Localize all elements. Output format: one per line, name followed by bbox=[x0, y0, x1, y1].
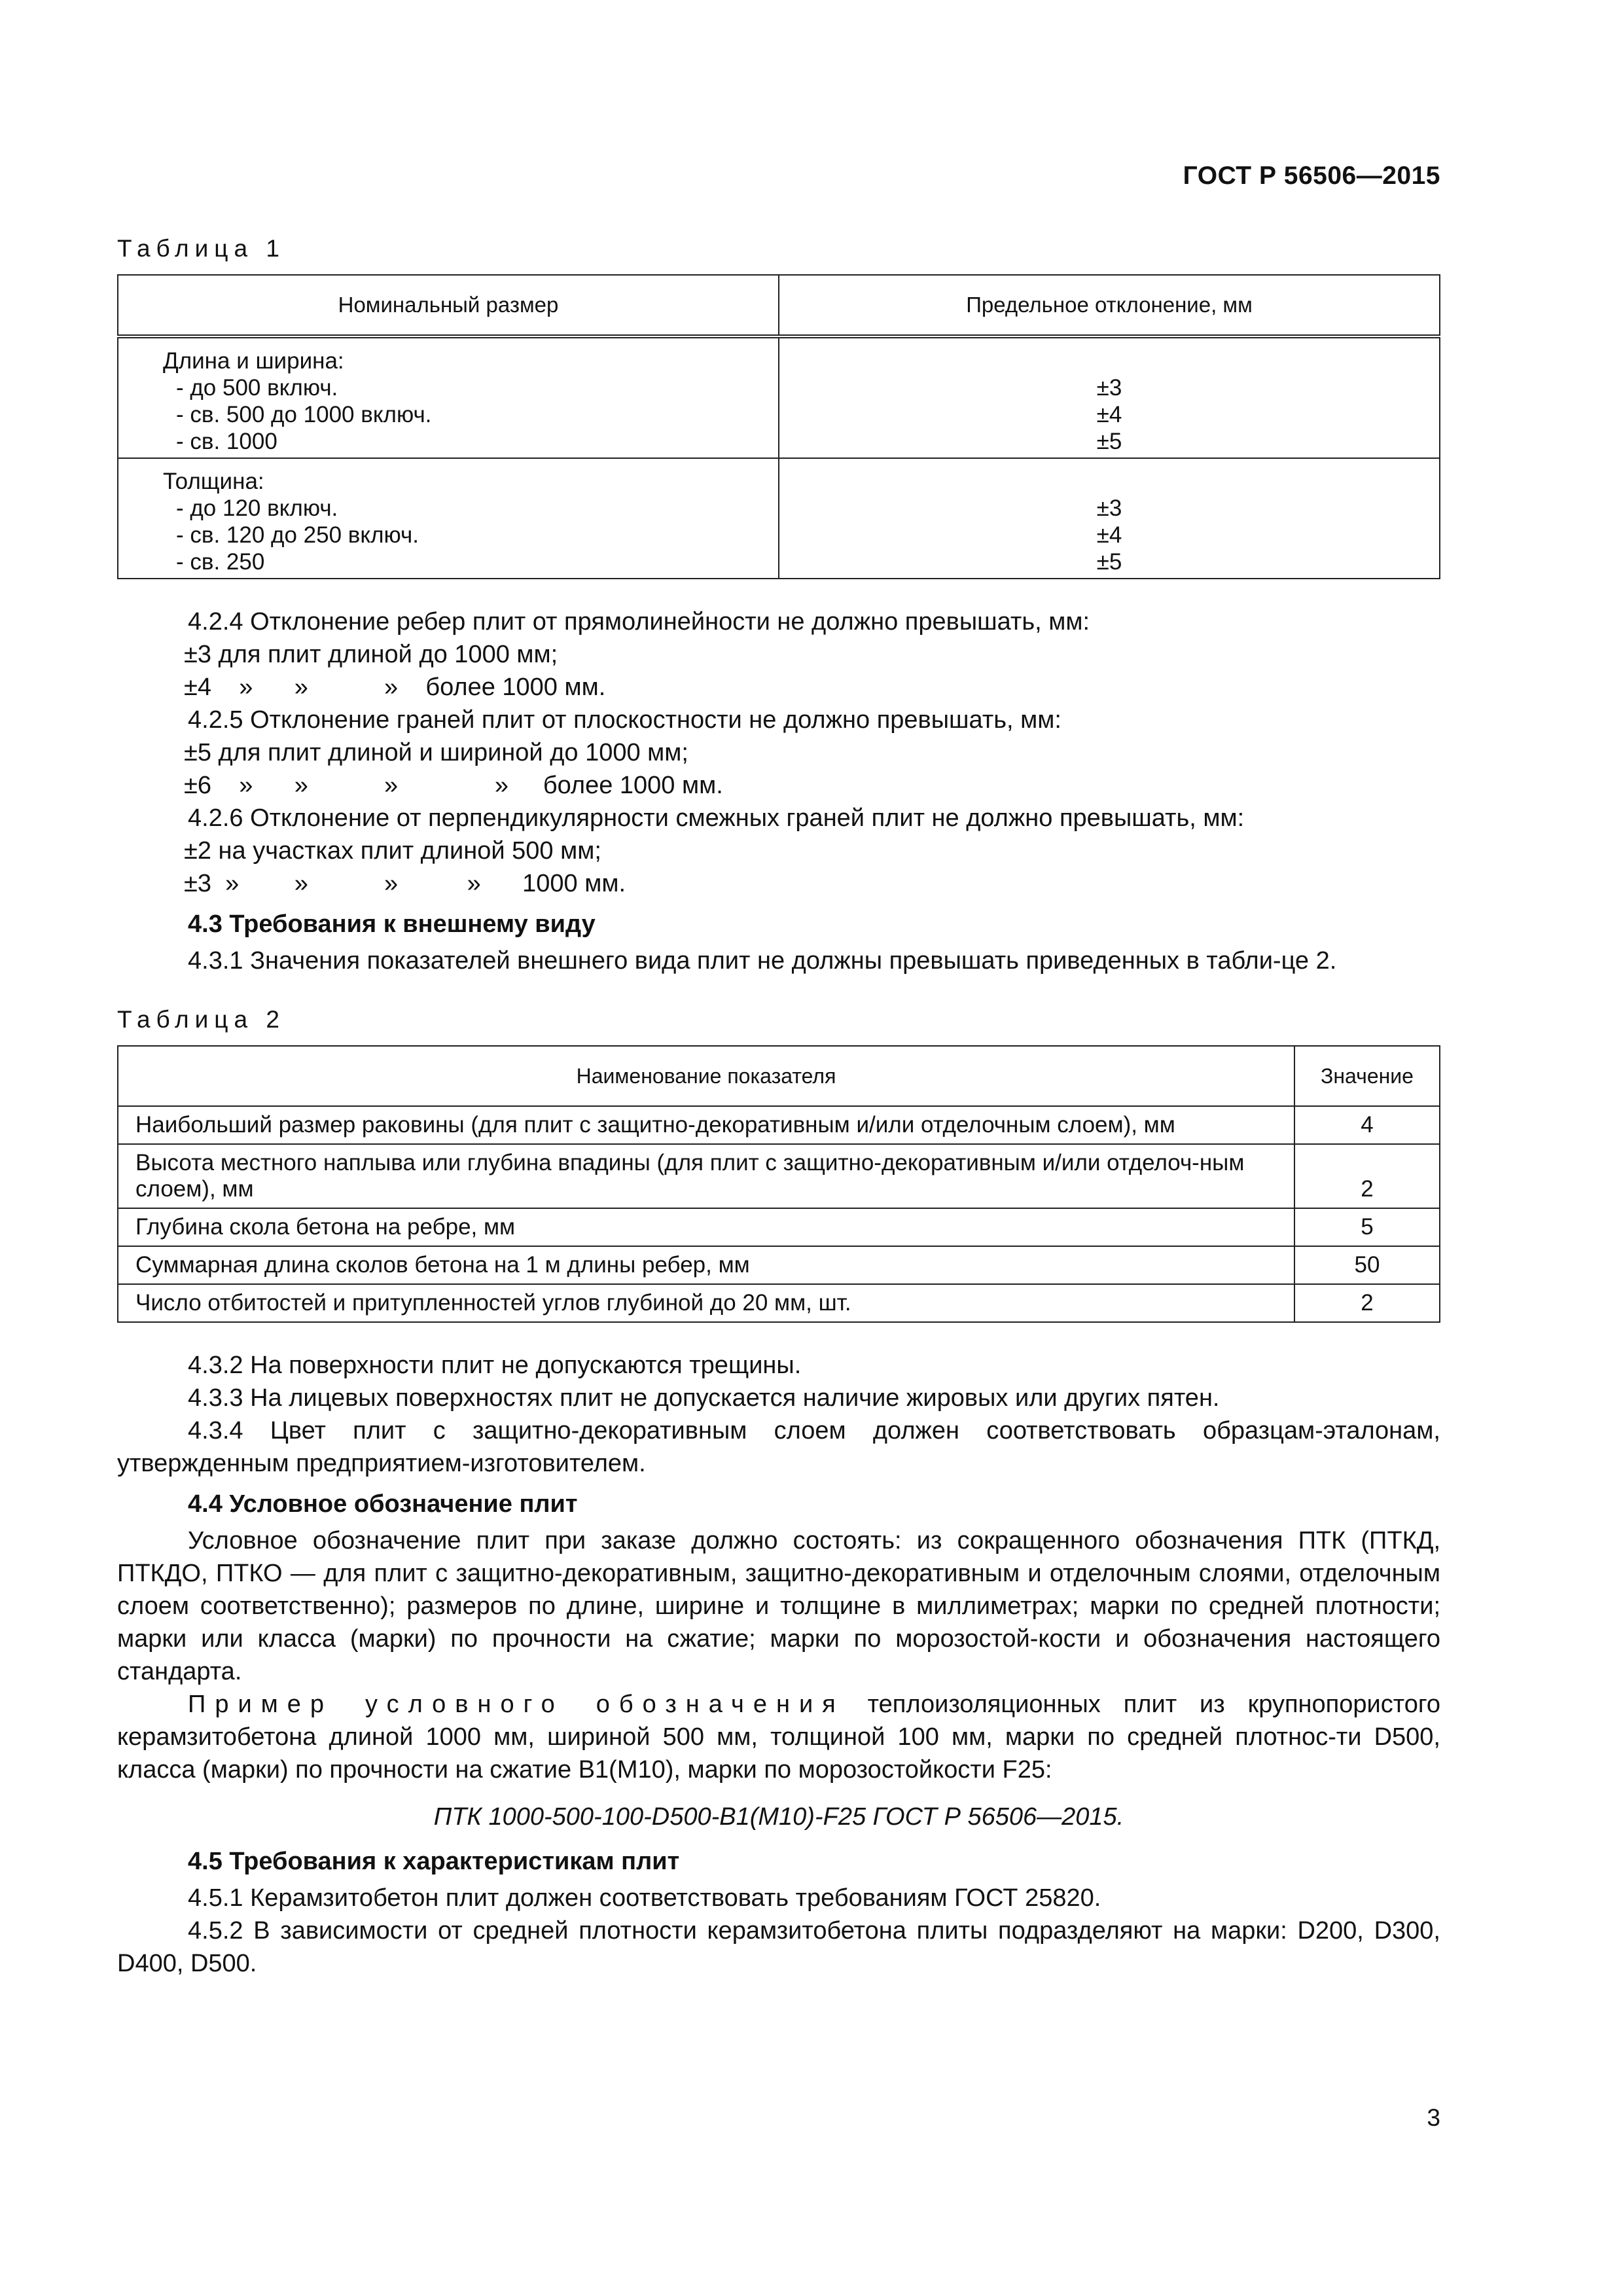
paragraph-4-5-1: 4.5.1 Керамзитобетон плит должен соответствовать требованиям ГОСТ 25820. bbox=[188, 1884, 1101, 1912]
paragraph-designation: Условное обозначение плит при заказе должно состоять: из сокращенного обозначения ПТК (ПТКД, ПТКДО, ПТКО — для плит с защитно-декоративным, защитно-декоративным и отделочным слоями, отделочным слоем соответственно); размеров по длине, ширине и толщине в миллиметрах; марки по средней плотности; марки или класса (марки) по прочности на сжатие; марки по морозостой-кости и обозначения настоящего стандарта. bbox=[117, 1527, 1440, 1685]
table-row bbox=[118, 336, 1440, 458]
example-text: теплоизоляционных плит из крупнопористого керамзитобетона длиной 1000 мм, шириной 500 мм, толщиной 100 мм, марки по средней плотнос-ти D500, класса (марки) по прочности на сжатие B1(M10), марки по морозостойкости F25: bbox=[117, 1691, 1440, 1784]
section-heading-4-5: 4.5 Требования к характеристикам плит bbox=[188, 1848, 680, 1875]
table-row bbox=[118, 1144, 1440, 1208]
deviation-line: ±6 » » » » более 1000 мм. bbox=[184, 772, 723, 799]
table1-label: Таблица 1 bbox=[117, 235, 285, 262]
deviation-line: ±4 » » » более 1000 мм. bbox=[184, 673, 606, 701]
deviation-line: ±2 на участках плит длиной 500 мм; bbox=[184, 837, 601, 865]
paragraph-4-3-1: 4.3.1 Значения показателей внешнего вида плит не должны превышать приведенных в табли-це 2. bbox=[188, 947, 1337, 975]
paragraph-example bbox=[117, 1688, 1440, 1786]
table1-col-deviation: Предельное отклонение, мм bbox=[779, 275, 1440, 336]
example-formula: ПТК 1000-500-100-D500-B1(M10)-F25 ГОСТ Р 56506—2015. bbox=[433, 1803, 1124, 1831]
section-heading-4-3: 4.3 Требования к внешнему виду bbox=[188, 910, 596, 938]
table-row bbox=[118, 1246, 1440, 1284]
indicator-value: 50 bbox=[1294, 1246, 1440, 1284]
paragraph-4-5-2: 4.5.2 В зависимости от средней плотности керамзитобетона плиты подразделяют на марки: D200, D300, D400, D500. bbox=[117, 1917, 1440, 1977]
table1-col-size: Номинальный размер bbox=[118, 275, 779, 336]
table1-cell-size: Длина и ширина: - до 500 включ. - св. 500 до 1000 включ. - св. 1000 bbox=[118, 336, 779, 458]
table1 bbox=[117, 274, 1440, 579]
table2-col-value: Значение bbox=[1294, 1046, 1440, 1106]
indicator-name: Наибольший размер раковины (для плит с защитно-декоративным и/или отделочным слоем), мм bbox=[118, 1106, 1294, 1144]
example-lead: Пример условного обозначения bbox=[188, 1691, 845, 1718]
paragraph-4-3-3: 4.3.3 На лицевых поверхностях плит не допускается наличие жировых или других пятен. bbox=[188, 1384, 1220, 1412]
document-header: ГОСТ Р 56506—2015 bbox=[1183, 162, 1440, 190]
table-row bbox=[118, 458, 1440, 579]
section-heading-4-4: 4.4 Условное обозначение плит bbox=[188, 1490, 578, 1518]
indicator-value: 4 bbox=[1294, 1106, 1440, 1144]
indicator-name: Глубина скола бетона на ребре, мм bbox=[118, 1208, 1294, 1246]
table1-cell-deviation: ±3 ±4 ±5 bbox=[779, 458, 1440, 579]
table1-cell-size: Толщина: - до 120 включ. - св. 120 до 250 включ. - св. 250 bbox=[118, 458, 779, 579]
paragraph-4-2-6: 4.2.6 Отклонение от перпендикулярности смежных граней плит не должно превышать, мм: bbox=[188, 804, 1245, 832]
indicator-value: 5 bbox=[1294, 1208, 1440, 1246]
indicator-value: 2 bbox=[1294, 1144, 1440, 1208]
paragraph-4-2-4: 4.2.4 Отклонение ребер плит от прямолинейности не должно превышать, мм: bbox=[188, 608, 1090, 636]
table1-cell-deviation: ±3 ±4 ±5 bbox=[779, 336, 1440, 458]
indicator-value: 2 bbox=[1294, 1284, 1440, 1322]
page-number: 3 bbox=[1427, 2104, 1440, 2131]
table2 bbox=[117, 1045, 1440, 1323]
table-row bbox=[118, 1284, 1440, 1322]
deviation-line: ±3 для плит длиной до 1000 мм; bbox=[184, 641, 558, 668]
indicator-name: Число отбитостей и притупленностей углов глубиной до 20 мм, шт. bbox=[118, 1284, 1294, 1322]
indicator-name: Высота местного наплыва или глубина впадины (для плит с защитно-декоративным и/или отделоч-ным слоем), мм bbox=[118, 1144, 1294, 1208]
table-row bbox=[118, 1106, 1440, 1144]
indicator-name: Суммарная длина сколов бетона на 1 м длины ребер, мм bbox=[118, 1246, 1294, 1284]
paragraph-4-3-2: 4.3.2 На поверхности плит не допускаются трещины. bbox=[188, 1352, 802, 1379]
deviation-line: ±3 » » » » 1000 мм. bbox=[184, 870, 626, 897]
table2-label: Таблица 2 bbox=[117, 1006, 285, 1033]
table2-col-name: Наименование показателя bbox=[118, 1046, 1294, 1106]
paragraph-4-3-4: 4.3.4 Цвет плит с защитно-декоративным слоем должен соответствовать образцам-эталонам, утвержденным предприятием-изготовителем. bbox=[117, 1417, 1440, 1477]
table-row bbox=[118, 1208, 1440, 1246]
deviation-line: ±5 для плит длиной и шириной до 1000 мм; bbox=[184, 739, 688, 766]
page-content bbox=[117, 232, 1440, 1980]
paragraph-4-2-5: 4.2.5 Отклонение граней плит от плоскостности не должно превышать, мм: bbox=[188, 706, 1061, 734]
